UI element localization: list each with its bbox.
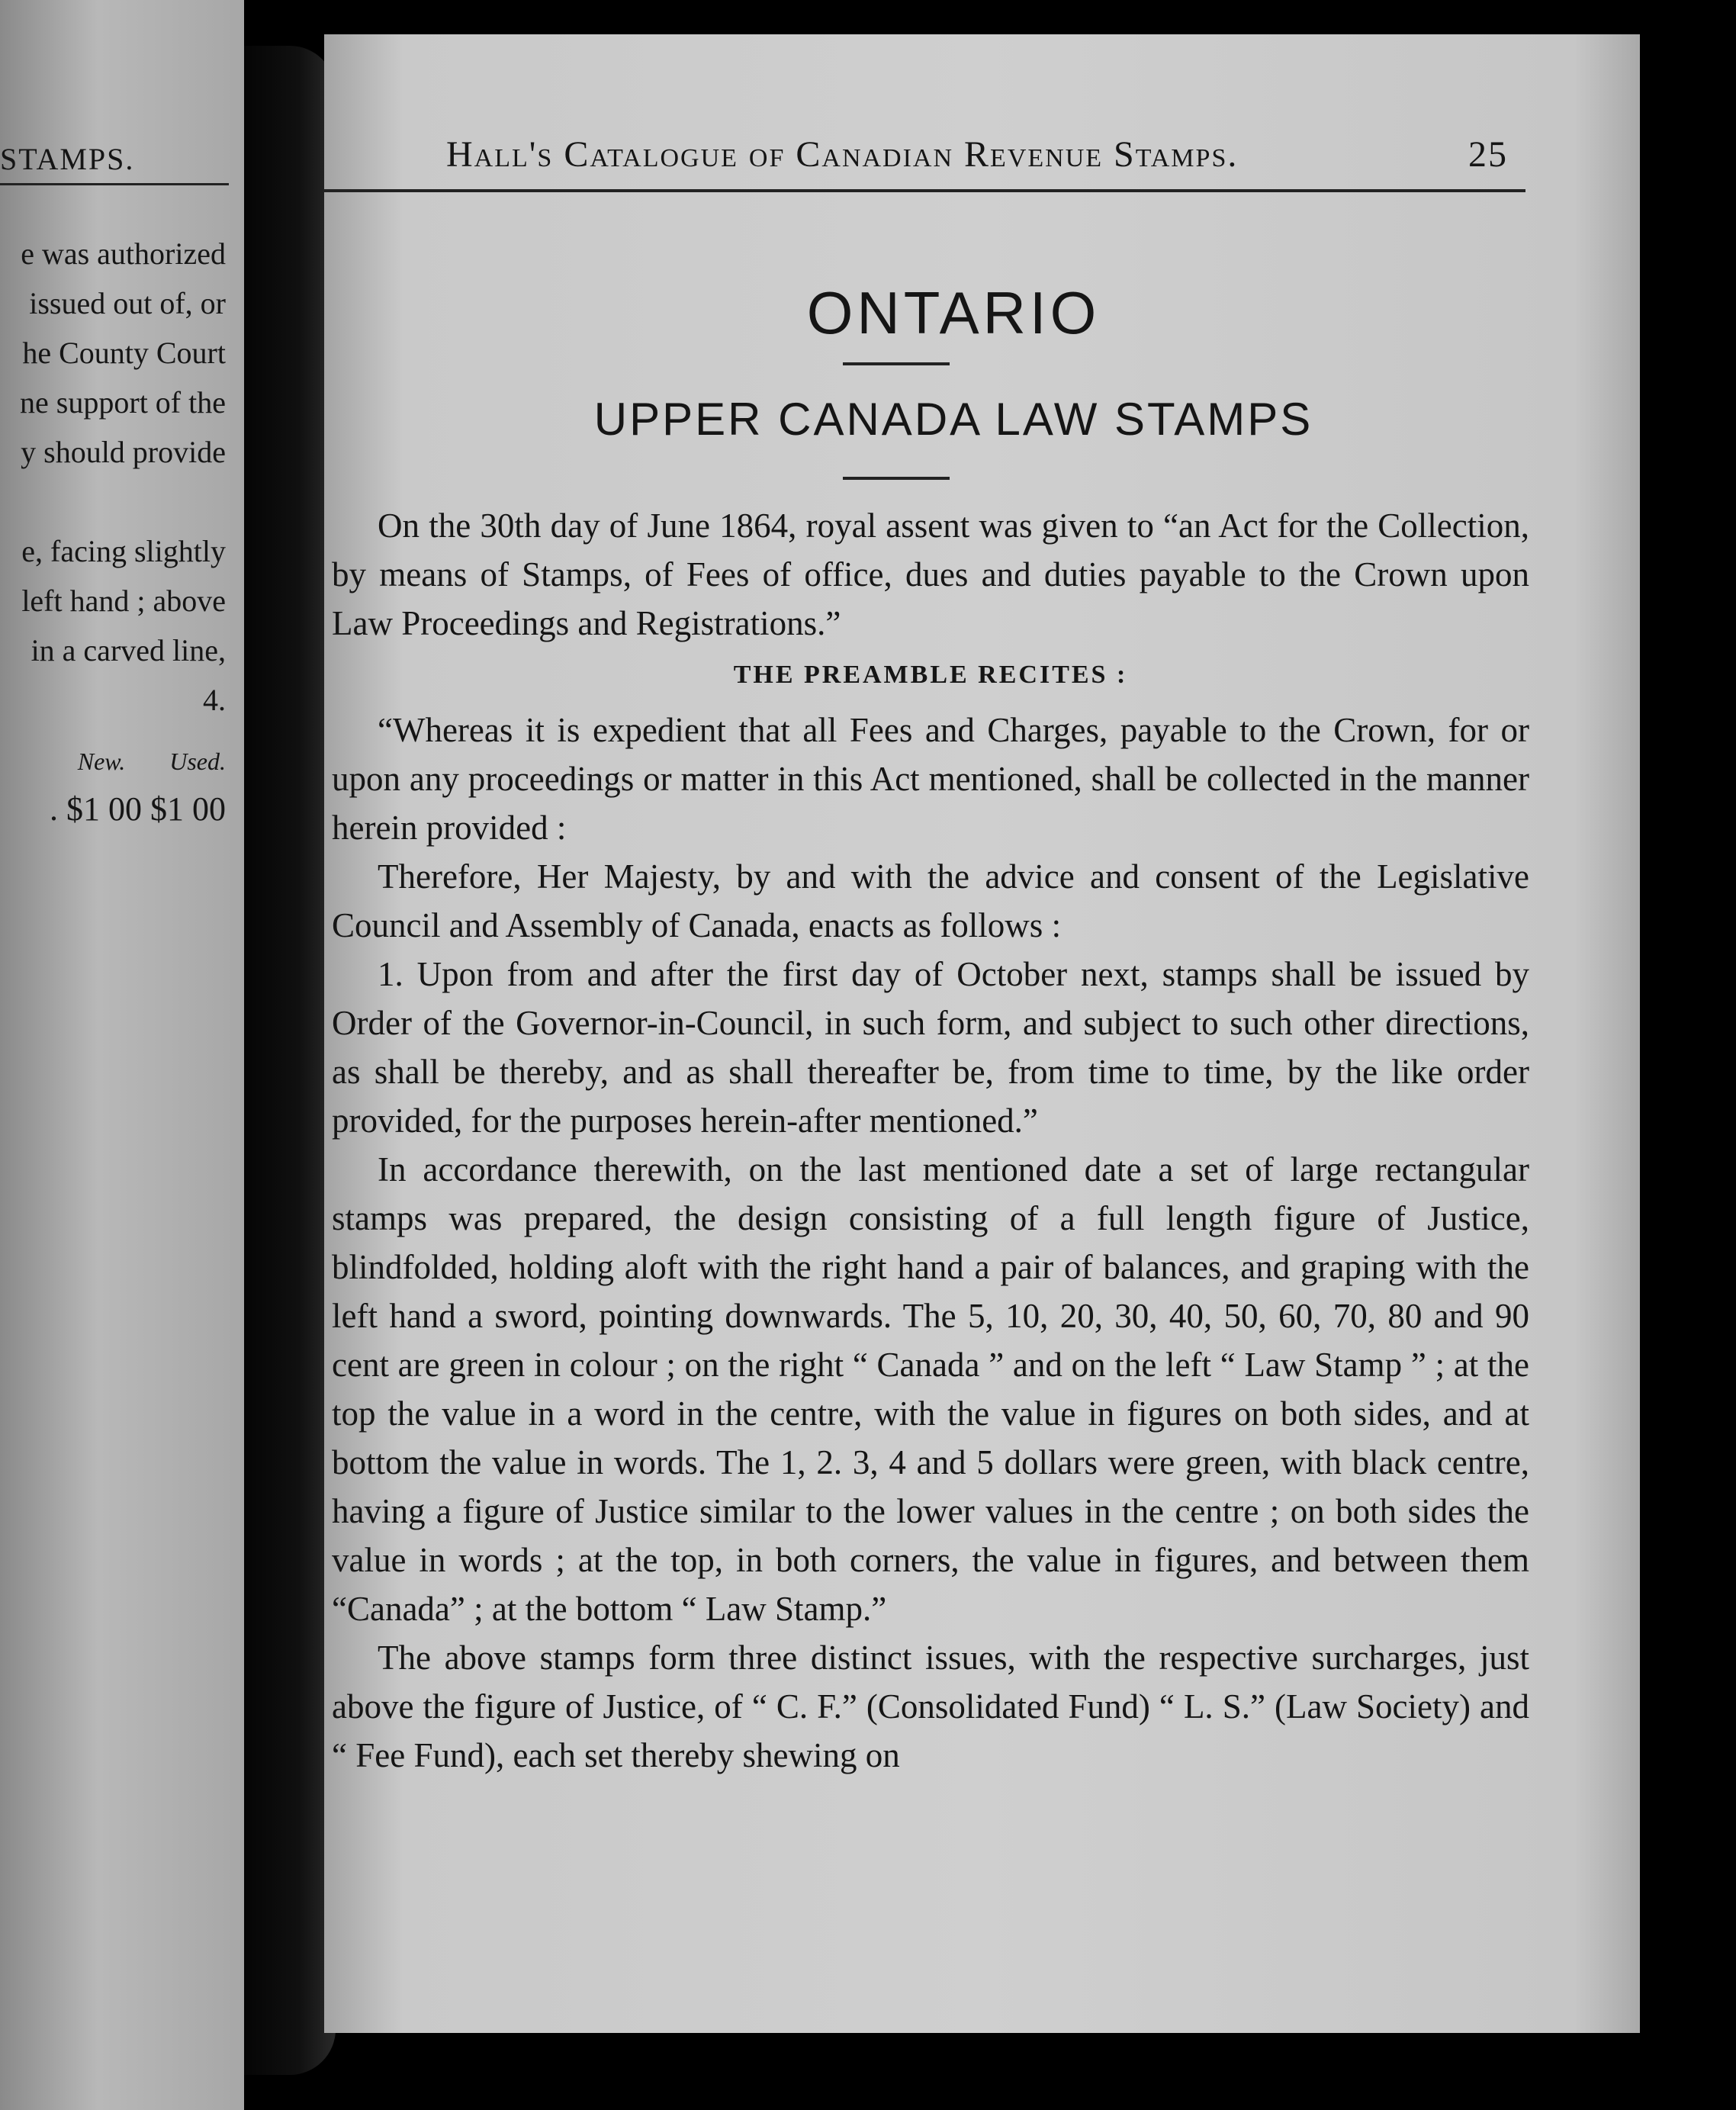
page-title: ONTARIO: [806, 279, 1101, 346]
left-page-price-row: . $1 00 $1 00: [50, 790, 226, 828]
running-head-title: Hall's Catalogue of Canadian Revenue Stamps.: [446, 134, 1239, 175]
left-page: [0, 0, 244, 2110]
right-page: [324, 34, 1640, 2033]
left-page-header: STAMPS.: [0, 142, 135, 176]
paragraph: The above stamps form three distinct issues, with the respective surcharges, just above the figure of Justice, of “ C. F.” (Consolidated Fund) “ L. S.” (Law Society) and “ Fee Fund), each set thereby shewing on: [332, 1639, 1529, 1774]
left-page-line: in a carved line,: [31, 633, 226, 667]
left-page-line: ne support of the: [20, 385, 226, 420]
title-rule: [843, 362, 950, 365]
left-page-line: y should provide: [21, 435, 226, 469]
left-page-line: e was authorized: [21, 236, 226, 271]
left-page-line: e, facing slightly: [21, 534, 226, 568]
left-page-columns: [40, 748, 226, 776]
left-page-line: left hand ; above: [21, 584, 226, 618]
left-page-col-used: Used.: [169, 748, 226, 775]
left-page-text: [20, 229, 226, 725]
left-page-line: [20, 477, 226, 526]
header-rule: [324, 189, 1525, 192]
paragraph: “Whereas it is expedient that all Fees and Charges, payable to the Crown, for or upon any proceedings or matter in this Act mentioned, shall be collected in the manner herein provided :: [332, 711, 1529, 847]
page-number: 25: [1468, 134, 1508, 175]
left-page-rule: [0, 183, 229, 185]
body-text: [332, 501, 1529, 1780]
page-subtitle: UPPER CANADA LAW STAMPS: [593, 394, 1313, 445]
subtitle-rule: [843, 477, 950, 480]
book-gutter: [244, 46, 336, 2075]
left-page-col-new: New.: [77, 748, 126, 775]
paragraph: Therefore, Her Majesty, by and with the advice and consent of the Legislative Council and Assembly of Canada, enacts as follows :: [332, 857, 1529, 944]
left-page-line: he County Court: [22, 336, 226, 370]
paragraph: In accordance therewith, on the last mentioned date a set of large rectangular stamps was prepared, the design consisting of a full length figure of Justice, blindfolded, holding aloft with the right hand a pair of balances, and graping with the left hand a sword, pointing downwards. The 5, 10, 20, 30, 40, 50, 60, 70, 80 and 90 cent are green in colour ; on the right “ Canada ” and on the left “ Law Stamp ” ; at the top the value in a word in the centre, with the value in figures on both sides, and at bottom the value in words. The 1, 2. 3, 4 and 5 dollars were green, with black centre, having a figure of Justice similar to the lower values in the centre ; on both sides the value in words ; at the top, in both corners, the value in figures, and between them “Canada” ; at the bottom “ Law Stamp.”: [332, 1150, 1529, 1628]
left-page-line: 4.: [203, 683, 226, 717]
left-page-line: issued out of, or: [29, 286, 226, 320]
preamble-heading: THE PREAMBLE RECITES :: [733, 661, 1128, 689]
paragraph: On the 30th day of June 1864, royal assent was given to “an Act for the Collection, by means of Stamps, of Fees of office, dues and duties payable to the Crown upon Law Proceedings and Registrations.”: [332, 507, 1529, 642]
paragraph: 1. Upon from and after the first day of October next, stamps shall be issued by Order of the Governor-in-Council, in such form, and subject to such other directions, as shall be thereby, and as shall thereafter be, from time to time, by the like order provided, for the purposes herein-after mentioned.”: [332, 955, 1529, 1140]
